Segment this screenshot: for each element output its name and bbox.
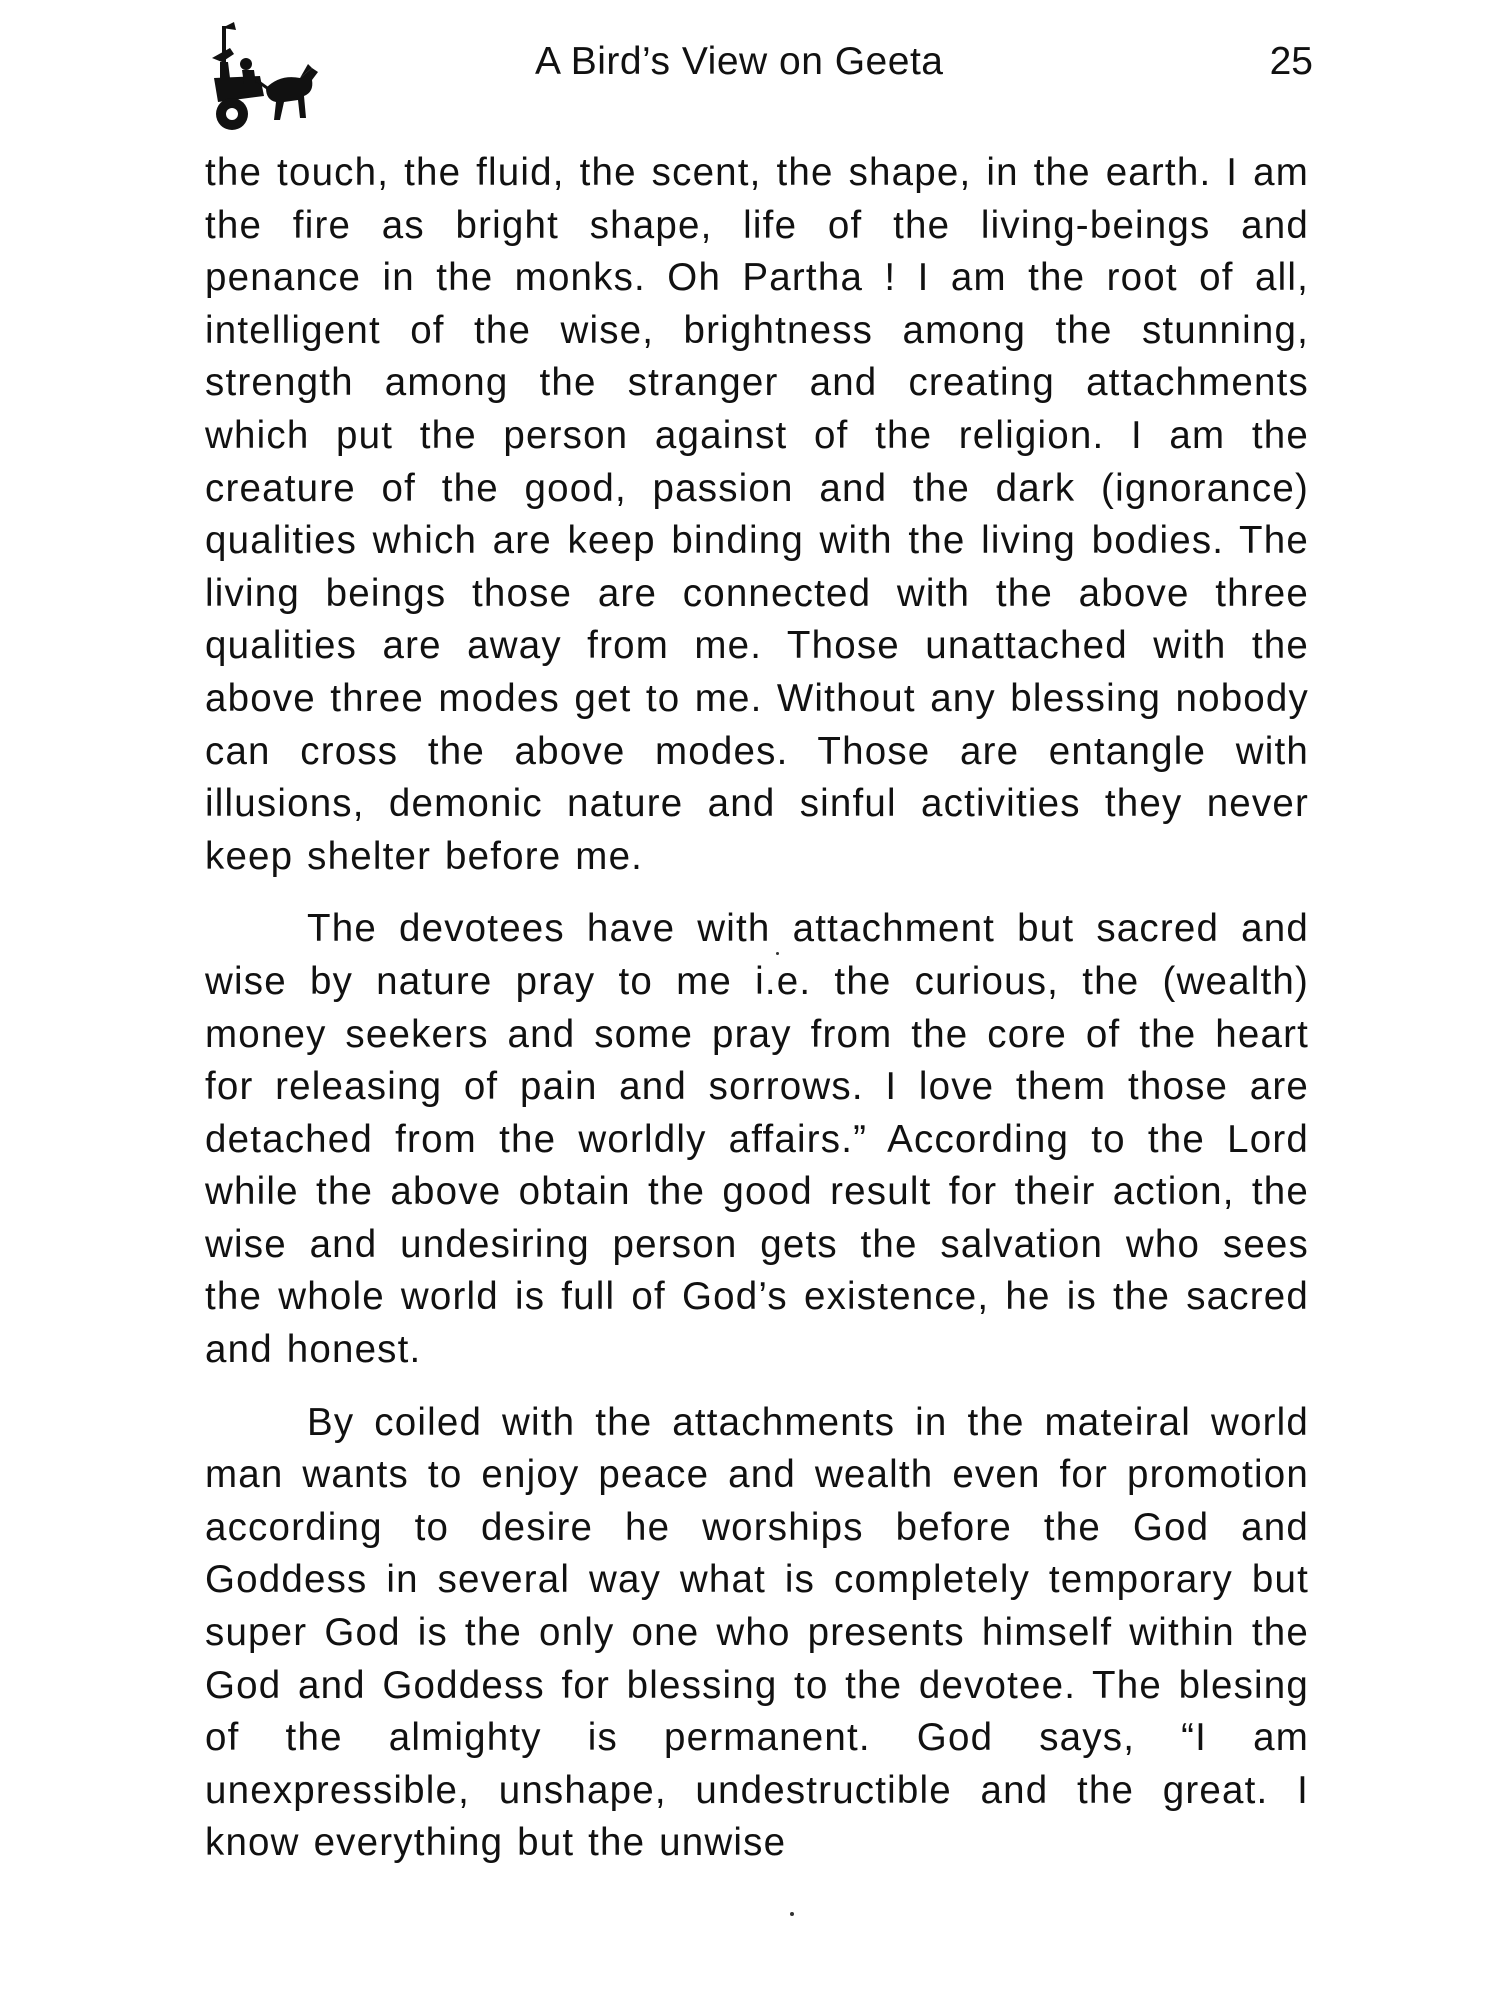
page-number: 25 bbox=[1269, 40, 1313, 83]
paragraph: the touch, the fluid, the scent, the shape, in the earth. I am the fire as bright shape, life of the living-beings and penance in the monks. Oh Partha ! I am the root of all, intelligent of the wise, brightness among the stunning, strength among the stranger and creating attachments which put the person against of the religion. I am the creature of the good, passion and the dark (ignorance) qualities which are keep binding with the living bodies. The living beings those are connected with the above three qualities are away from me. Those unattached with the above three modes get to me. Without any blessing nobody can cross the above modes. Those are entangle with illusions, demonic nature and sinful activities they never keep shelter before me. bbox=[205, 151, 1309, 878]
print-speck bbox=[776, 952, 779, 955]
body-text bbox=[205, 147, 1309, 1870]
print-speck bbox=[790, 1912, 794, 1916]
paragraph: By coiled with the attachments in the mateiral world man wants to enjoy peace and wealth even for promotion according to desire he worships before the God and Goddess in several way what is completely temporary but super God is the only one who presents himself within the God and Goddess for blessing to the devotee. The blesing of the almighty is permanent. God says, “I am unexpressible, unshape, undestructible and the great. I know everything but the unwise bbox=[205, 1400, 1309, 1865]
running-head bbox=[0, 40, 1500, 100]
book-title: A Bird’s View on Geeta bbox=[535, 40, 944, 83]
paragraph: The devotees have with attachment but sacred and wise by nature pray to me i.e. the curious, the (wealth) money seekers and some pray from the core of the heart for releasing of pain and sorrows. I love them those are detached from the worldly affairs.” According to the Lord while the above obtain the good result for their action, the wise and undesiring person gets the salvation who sees the whole world is full of God’s existence, he is the sacred and honest. bbox=[205, 907, 1309, 1372]
